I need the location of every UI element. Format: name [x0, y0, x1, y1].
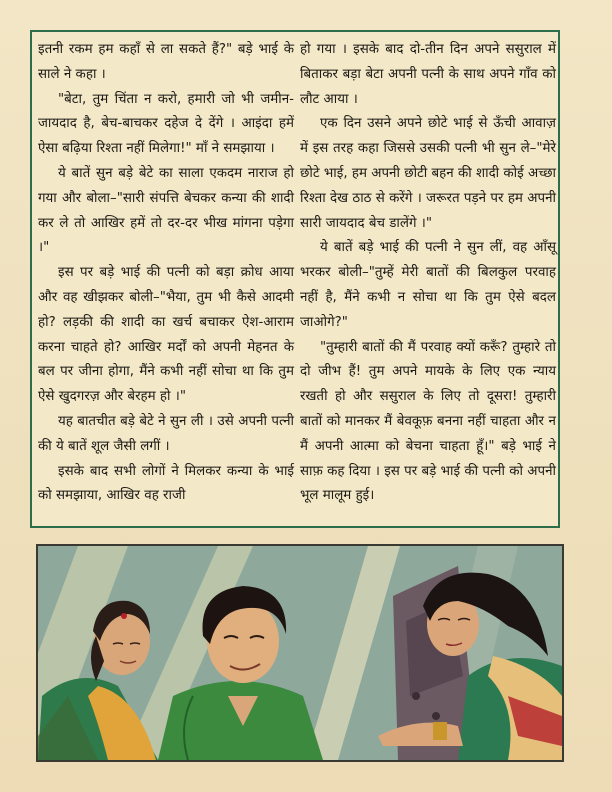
- paragraph: ये बातें सुन बड़े बेटे का साला एकदम नाराज हो गया और बोला–"सारी संपत्ति बेचकर कन्या की शादी कर ले तो आखिर हमें तो दर-दर भीख मांगना पड़ेगा ।": [38, 165, 294, 256]
- paragraph: इतनी रकम हम कहाँ से ला सकते हैं?" बड़े भाई के साले ने कहा ।: [38, 42, 294, 82]
- comic-illustration-panel: [36, 544, 564, 762]
- paragraph: एक दिन उसने अपने छोटे भाई से ऊँची आवाज़ में इस तरह कहा जिससे उसकी पत्नी भी सुन ले–"मेरे छोटे भाई, हम अपनी छोटी बहन की शादी कोई अच्छा रिश्ता देख ठाठ से करेंगे । जरूरत पड़ने पर हम अपनी सारी जायदाद बेच डालेंगे ।": [300, 116, 556, 231]
- paragraph: यह बातचीत बड़े बेटे ने सुन ली । उसे अपनी पत्नी की ये बातें शूल जैसी लगीं ।: [38, 413, 294, 454]
- bangles: [433, 722, 447, 740]
- paragraph: इस पर बड़े भाई की पत्नी को बड़ा क्रोध आया और वह खीझकर बोली–"भैया, तुम भी कैसे आदमी हो? लड़की की शादी का खर्च बचाकर ऐश-आराम करना चाहते हो? आखिर मर्दों को अपनी मेहनत के बल पर जीना होगा, मैंने कभी नहीं सोचा था कि तुम ऐसे खुदगरज़ और बेरहम हो ।": [38, 265, 294, 405]
- cabinet-knob: [432, 712, 440, 720]
- paragraph: "तुम्हारी बातों की मैं परवाह क्यों करूँ? तुम्हारे तो दो जीभ हैं! तुम अपने मायके के लिए एक न्याय रखती हो और ससुराल के लिए तो दूसरा! तुम्हारी बातों को मानकर मैं बेवकूफ़ बनना नहीं चाहता और न मैं अपनी आत्मा को बेचना चाहता हूँ।" बड़े भाई ने साफ़ कह दिया । इस पर बड़े भाई की पत्नी को अपनी भूल मालूम हुई।: [300, 339, 556, 504]
- paragraph: इसके बाद सभी लोगों ने मिलकर कन्या के भाई को समझाया, आखिर वह राजी: [38, 463, 294, 504]
- cabinet-knob: [412, 692, 420, 700]
- paragraph: ये बातें बड़े भाई की पत्नी ने सुन लीं, वह आँसू भरकर बोली–"तुम्हें मेरी बातों की बिलकुल परवाह नहीं है, मैंने कभी न सोचा था कि तुम ऐसे बदल जाओगे?": [300, 240, 556, 330]
- right-text-column: [300, 38, 556, 509]
- paragraph: "बेटा, तुम चिंता न करो, हमारी जो भी जमीन-जायदाद है, बेच-बाचकर दहेज दे देंगे । आइंदा हमें ऐसा बढ़िया रिश्ता नहीं मिलेगा!" माँ ने समझाया ।: [38, 91, 294, 157]
- paragraph: हो गया । इसके बाद दो-तीन दिन अपने ससुराल में बिताकर बड़ा बेटा अपनी पत्नी के साथ अपने गाँव को लौट आया ।: [300, 42, 556, 107]
- left-text-column: [38, 38, 294, 509]
- story-text-box: [30, 30, 560, 528]
